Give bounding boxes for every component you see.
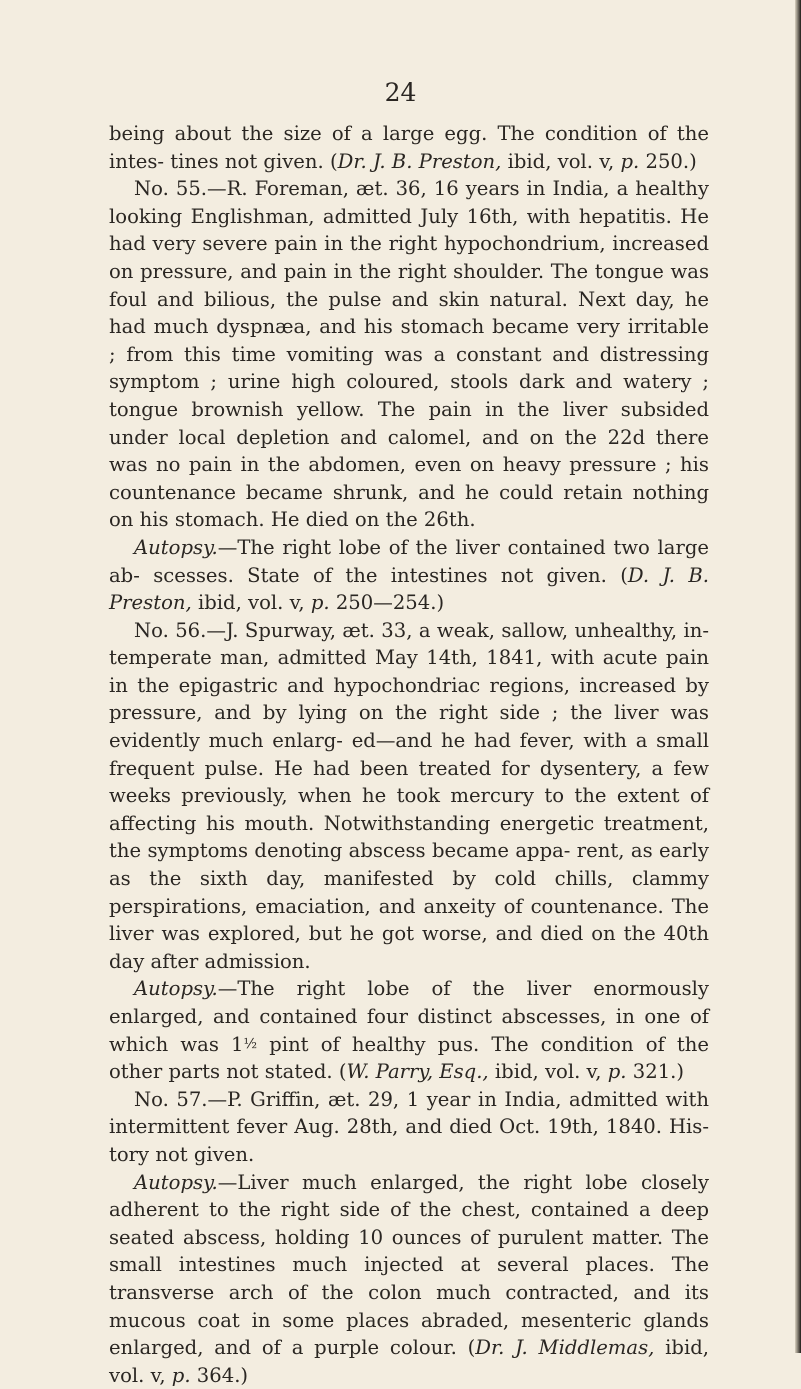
text-segment: 321.) [626,1060,685,1084]
text-segment: —Liver much enlarged, the right lobe closely adherent to the right side of the chest, contained a deep seated abscess, holding 10 ounces of purulent matter. The small intestines much injected at several places. The transverse arch of the colon much contracted, and its mucous coat in some places abraded, mesenteric glands enlarged, and of a purple colour. ( [109,1170,709,1360]
text-segment: 364.) [190,1363,249,1387]
text-segment: No. 57.—P. Griffin, æt. 29, 1 year in India, admitted with intermittent fever Aug. 28th, and died Oct. 19th, 1840. His- tory not given. [109,1087,709,1166]
italic-text-segment: p. [607,1060,627,1084]
page-edge-shadow [795,0,801,1353]
text-segment: ibid, vol. v, [109,1336,709,1387]
paragraph [109,617,709,976]
text-segment: pint of healthy pus. The condition of the other parts not stated. ( [109,1032,709,1084]
italic-text-segment: Autopsy. [134,977,218,1001]
paragraph [109,120,709,175]
body-text [109,120,709,1389]
page-number: 24 [384,78,417,107]
text-segment: —The right lobe of the liver enormously enlarged, and contained four distinct abscesses, in one of which was 1 [109,977,709,1056]
text-segment: ibid, vol. v, [191,591,311,615]
italic-text-segment: p. [310,591,330,615]
text-segment: ½ [243,1035,258,1052]
text-segment: 250.) [639,149,697,173]
italic-text-segment: Autopsy. [134,1170,218,1194]
italic-text-segment: Dr. J. B. Preston, [337,149,502,173]
text-segment: ibid, vol. v, [501,149,621,173]
text-segment: No. 55.—R. Foreman, æt. 36, 16 years in India, a healthy looking Englishman, admitted July 16th, with hepatitis. He had very severe pain in the right hypochondrium, increased on pressure, and pain in the right shoulder. The tongue was foul and bilious, the pulse and skin natural. Next day, he had much dyspnæa, and his stomach became very irritable ; from this time vomiting was a constant and distressing symptom ; urine high coloured, stools dark and watery ; tongue brownish yellow. The pain in the liver subsided under local depletion and calomel, and on the 22d there was no pain in the abdomen, even on heavy pressure ; his countenance became shrunk, and he could retain nothing on his stomach. He died on the 26th. [109,177,709,532]
paragraph [109,1086,709,1169]
paragraph [109,175,709,534]
text-segment: No. 56.—J. Spurway, æt. 33, a weak, sallow, unhealthy, in- temperate man, admitted May 14th, 1841, with acute pain in the epigastric and hypochondriac regions, increased by pressure, and by lying on the right side ; the liver was evidently much enlarg- ed—and he had fever, with a small frequent pulse. He had been treated for dysentery, a few weeks previously, when he took mercury to the extent of affecting his mouth. Notwithstanding energetic treatment, the symptoms denoting abscess became appa- rent, as early as the sixth day, manifested by cold chills, clammy perspirations, emaciation, and anxeity of countenance. The liver was explored, but he got worse, and died on the 40th day after admission. [109,618,709,973]
text-segment: —The right lobe of the liver contained two large ab- scesses. State of the intestines not given. ( [109,535,709,587]
text-segment: ibid, vol. v, [488,1060,608,1084]
text-segment: 250—254.) [329,591,445,615]
paragraph [109,1169,709,1389]
italic-text-segment: p. [620,149,640,173]
italic-text-segment: D. J. B. Preston, [109,563,709,615]
italic-text-segment: Autopsy. [134,535,218,559]
italic-text-segment: Dr. J. Middlemas, [475,1336,655,1360]
paragraph [109,534,709,617]
italic-text-segment: p. [171,1363,191,1387]
text-segment: being about the size of a large egg. The condition of the intes- tines not given. ( [109,122,709,173]
italic-text-segment: W. Parry, Esq., [346,1060,489,1084]
paragraph [109,975,709,1085]
